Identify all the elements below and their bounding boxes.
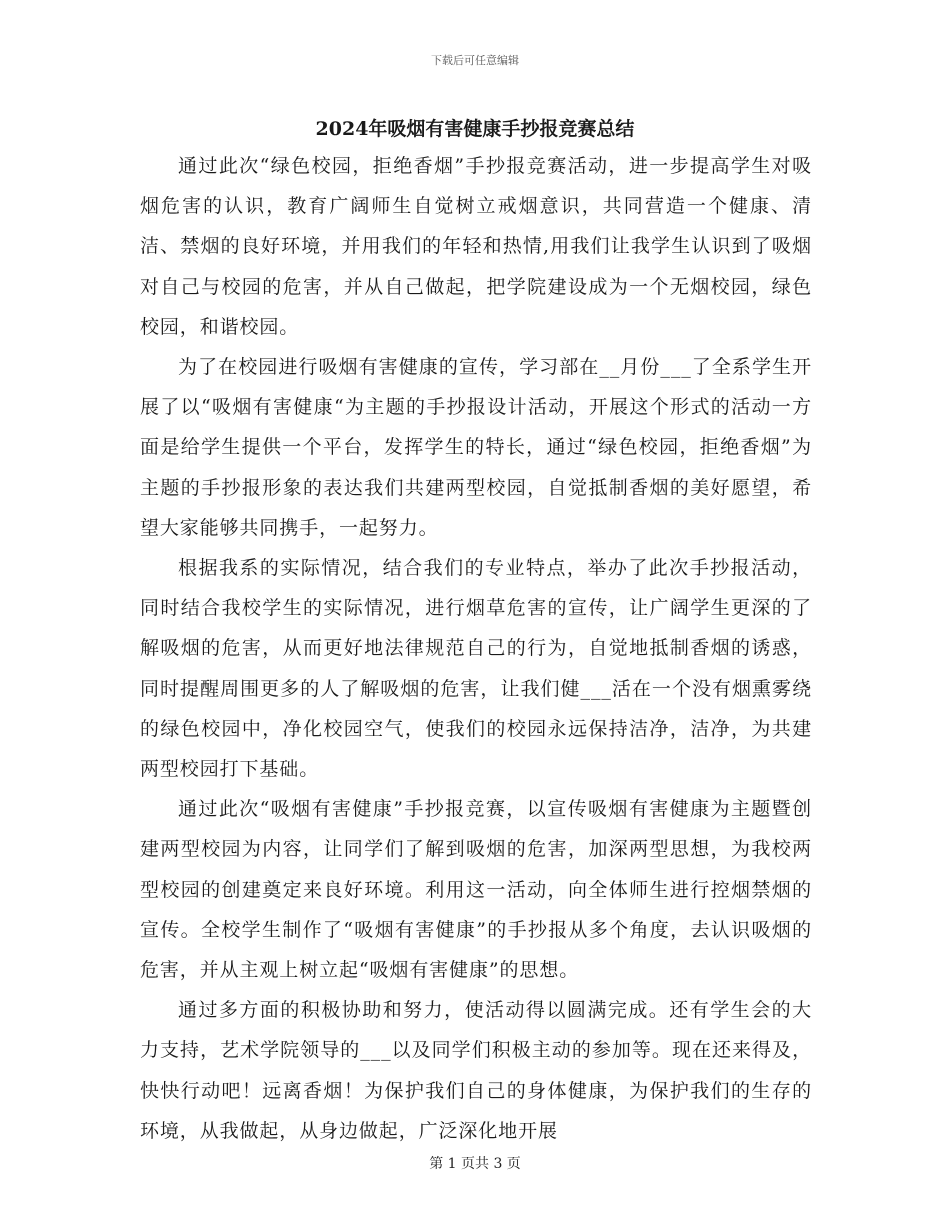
paragraph-1: 通过此次“绿色校园，拒绝香烟”手抄报竞赛活动，进一步提高学生对吸烟危害的认识，教育广阔师生自觉树立戒烟意识，共同营造一个健康、清洁、禁烟的良好环境，并用我们的年轻和热情,用我们让我学生认识到了吸烟对自己与校园的危害，并从自己做起，把学院建设成为一个无烟校园，绿色校园，和谐校园。 bbox=[140, 155, 812, 338]
document-body bbox=[140, 146, 812, 1151]
page-indicator: 第 1 页共 3 页 bbox=[429, 1156, 521, 1172]
document-title: 2024年吸烟有害健康手抄报竞赛总结 bbox=[315, 118, 635, 140]
paragraph-4: 通过此次“吸烟有害健康”手抄报竞赛，以宣传吸烟有害健康为主题暨创建两型校园为内容，让同学们了解到吸烟的危害，加深两型思想，为我校两型校园的创建奠定来良好环境。利用这一活动，向全体师生进行控烟禁烟的宣传。全校学生制作了“吸烟有害健康”的手抄报从多个角度，去认识吸烟的危害，并从主观上树立起“吸烟有害健康”的思想。 bbox=[140, 798, 812, 982]
paragraph-5: 通过多方面的积极协助和努力，使活动得以圆满完成。还有学生会的大力支持，艺术学院领导的___以及同学们积极主动的参加等。现在还来得及，快快行动吧！远离香烟！为保护我们自己的身体健康，为保护我们的生存的环境，从我做起，从身边做起，广泛深化地开展 bbox=[140, 999, 812, 1142]
paragraph-3: 根据我系的实际情况，结合我们的专业特点，举办了此次手抄报活动，同时结合我校学生的实际情况，进行烟草危害的宣传，让广阔学生更深的了解吸烟的危害，从而更好地法律规范自己的行为，自觉地抵制香烟的诱惑，同时提醒周围更多的人了解吸烟的危害，让我们健___活在一个没有烟熏雾绕的绿色校园中，净化校园空气，使我们的校园永远保持洁净，洁净，为共建两型校园打下基础。 bbox=[140, 557, 812, 781]
paragraph-2: 为了在校园进行吸烟有害健康的宣传，学习部在__月份___了全系学生开展了以“吸烟有害健康“为主题的手抄报设计活动，开展这个形式的活动一方面是给学生提供一个平台，发挥学生的特长，通过“绿色校园，拒绝香烟”为主题的手抄报形象的表达我们共建两型校园，自觉抵制香烟的美好愿望，希望大家能够共同携手，一起努力。 bbox=[140, 356, 812, 539]
header-note: 下载后可任意编辑 bbox=[431, 54, 519, 67]
